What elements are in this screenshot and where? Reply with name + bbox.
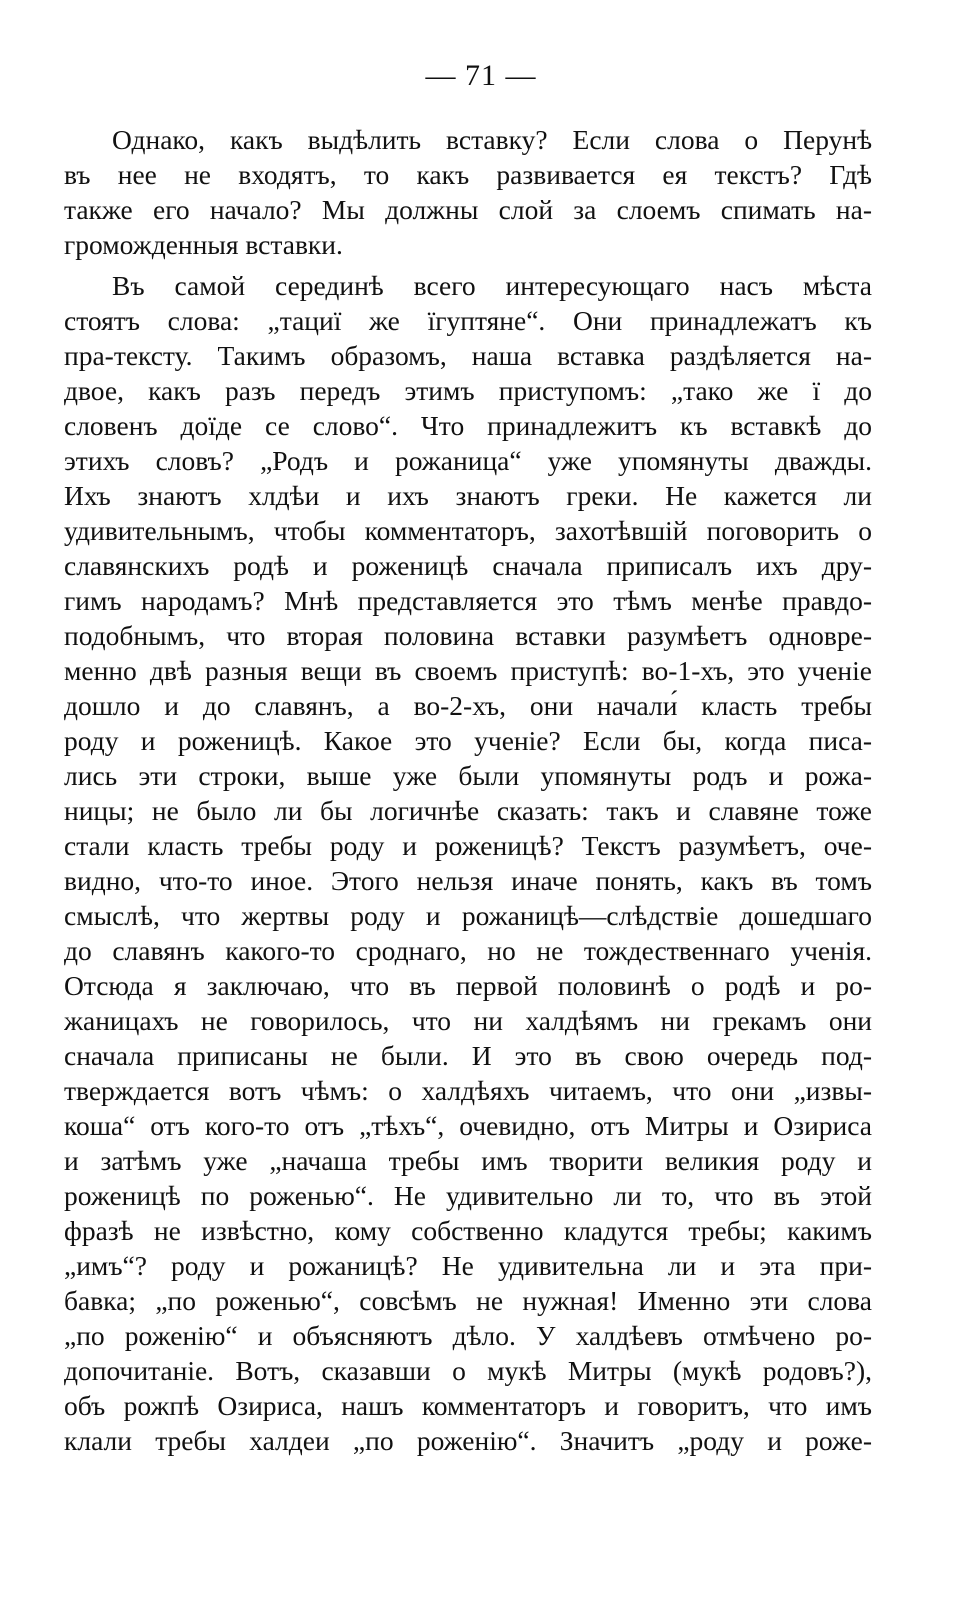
- text-line: двое, какъ разъ передъ этимъ приступомъ: „тако же ї до: [64, 375, 872, 406]
- paragraph: [64, 122, 872, 262]
- page-number: — 71 —: [425, 59, 537, 92]
- text-line: громожденныя вставки.: [64, 229, 343, 260]
- text-line: видно, что-то иное. Этого нельзя иначе понять, какъ въ томъ: [64, 865, 872, 896]
- body-text: [64, 122, 872, 1458]
- text-line: славянскихъ родѣ и роженицѣ сначала приписалъ ихъ дру-: [64, 550, 872, 581]
- text-line: жаницахъ не говорилось, что ни халдѣямъ ни грекамъ они: [64, 1005, 872, 1036]
- text-line: стали класть требы роду и роженицѣ? Текстъ разумѣетъ, оче-: [64, 830, 872, 861]
- text-line: дошло и до славянъ, а во-2-хъ, они начали́ класть требы: [64, 690, 872, 721]
- text-line: смыслѣ, что жертвы роду и рожаницѣ—слѣдствіе дошедшаго: [64, 900, 872, 931]
- text-line: удивительнымъ, чтобы комментаторъ, захотѣвшій поговорить о: [64, 515, 872, 546]
- text-line: объ рожпѣ Озириса, нашъ комментаторъ и говоритъ, что имъ: [64, 1390, 872, 1421]
- text-line: фразѣ не извѣстно, кому собственно кладутся требы; какимъ: [64, 1215, 872, 1246]
- text-line: допочитаніе. Вотъ, сказавши о мукѣ Митры (мукѣ родовъ?),: [64, 1355, 872, 1386]
- text-line: бавка; „по роженью“, совсѣмъ не нужная! Именно эти слова: [64, 1285, 872, 1316]
- text-line: лись эти строки, выше уже были упомянуты родъ и рожа-: [64, 760, 872, 791]
- text-line: Однако, какъ выдѣлить вставку? Если слова о Перунѣ: [112, 124, 872, 155]
- text-line: клали требы халдеи „по роженію“. Значитъ „роду и роже-: [64, 1425, 872, 1456]
- text-line: роженицѣ по роженью“. Не удивительно ли то, что въ этой: [64, 1180, 872, 1211]
- text-line: и затѣмъ уже „начаша требы имъ творити великия роду и: [64, 1145, 872, 1176]
- text-line: Въ самой серединѣ всего интересующаго насъ мѣста: [112, 270, 872, 301]
- text-line: роду и роженицѣ. Какое это ученіе? Если бы, когда писа-: [64, 725, 872, 756]
- text-line: Отсюда я заключаю, что въ первой половинѣ о родѣ и ро-: [64, 970, 872, 1001]
- text-line: пра-тексту. Такимъ образомъ, наша вставка раздѣляется на-: [64, 340, 872, 371]
- text-line: также его начало? Мы должны слой за слоемъ спимать на-: [64, 194, 872, 225]
- text-line: стоятъ слова: „тациї же їгуптяне“. Они принадлежатъ къ: [64, 305, 872, 336]
- text-line: въ нее не входятъ, то какъ развивается ея текстъ? Гдѣ: [64, 159, 872, 190]
- text-line: ницы; не было ли бы логичнѣе сказать: такъ и славяне тоже: [64, 795, 872, 826]
- text-line: словенъ доїде се слово“. Что принадлежитъ къ вставкѣ до: [64, 410, 872, 441]
- text-line: „имъ“? роду и рожаницѣ? Не удивительна ли и эта при-: [64, 1250, 872, 1281]
- text-line: этихъ словъ? „Родъ и рожаница“ уже упомянуты дважды.: [64, 445, 872, 476]
- paragraph: [64, 268, 872, 1458]
- text-line: „по роженію“ и объясняютъ дѣло. У халдѣевъ отмѣчено ро-: [64, 1320, 872, 1351]
- text-line: сначала приписаны не были. И это въ свою очередь под-: [64, 1040, 872, 1071]
- text-line: до славянъ какого-то сроднаго, но не тождественнаго ученія.: [64, 935, 872, 966]
- text-line: Ихъ знаютъ хлдѣи и ихъ знаютъ греки. Не кажется ли: [64, 480, 872, 511]
- text-line: гимъ народамъ? Мнѣ представляется это тѣмъ менѣе правдо-: [64, 585, 872, 616]
- text-line: менно двѣ разныя вещи въ своемъ приступѣ: во-1-хъ, это ученіе: [64, 655, 872, 686]
- text-line: подобнымъ, что вторая половина вставки разумѣетъ одновре-: [64, 620, 872, 651]
- text-line: коша“ отъ кого-то отъ „тѣхъ“, очевидно, отъ Митры и Озириса: [64, 1110, 872, 1141]
- text-line: тверждается вотъ чѣмъ: о халдѣяхъ читаемъ, что они „извы-: [64, 1075, 872, 1106]
